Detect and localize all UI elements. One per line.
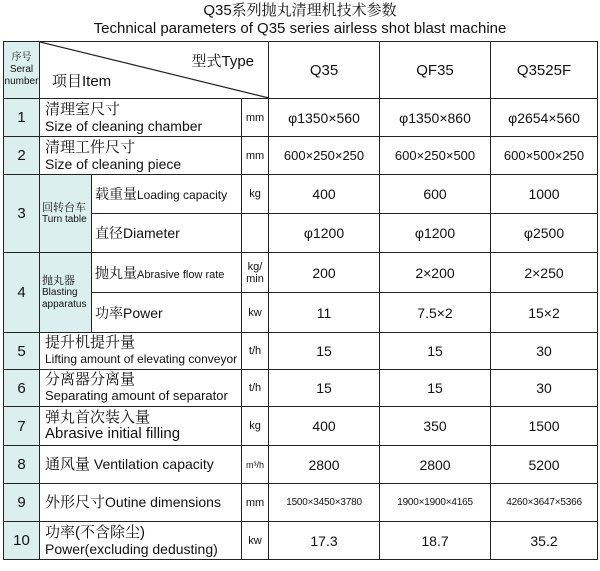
row-number: 4 [4,253,40,333]
value-qf35: 7.5×2 [380,293,491,333]
table-row [4,253,598,293]
subitem-cell [92,214,242,253]
unit-cell: kg [242,407,269,446]
value-q3525f: 1500 [491,407,598,446]
serial-header-en2: number [4,76,39,87]
table-row [4,293,598,333]
unit-line1: kg/ [247,260,263,273]
value-qf35: 2800 [380,446,491,484]
value-q3525f: 4260×3647×5366 [491,484,598,522]
value-q35: 17.3 [269,522,380,560]
group-cn: 抛丸器 [42,274,75,287]
table-row [4,175,598,214]
table-row [4,214,598,253]
table-row [4,370,598,407]
table-row [4,522,598,560]
item-cn: 通风量 [45,456,91,473]
unit-cell: kw [242,522,269,560]
value-q35: 15 [269,370,380,407]
serial-header-en1: Seral [9,64,34,75]
item-cell [40,484,242,522]
value-q3525f: 35.2 [491,522,598,560]
value-qf35: 350 [380,407,491,446]
row-number: 7 [4,407,40,446]
serial-header-cn: 序号 [11,52,32,63]
table-row [4,446,598,484]
item-cn: 清理工件尺寸 [45,138,136,156]
value-q35: 11 [269,293,380,333]
subitem-cell [92,175,242,214]
value-q3525f: 30 [491,333,598,370]
type-item-header [40,42,269,99]
row-number: 3 [4,175,40,253]
row-number: 1 [4,99,40,137]
value-q3525f: 2×250 [491,253,598,293]
subitem-en: Power [123,304,163,321]
item-en: Ventilation capacity [93,456,214,472]
unit-cell: mm [242,99,269,137]
item-en: Lifting amount of elevating conveyor [45,352,238,366]
unit-cell: mm [242,137,269,175]
item-cell [40,446,242,484]
table-row [4,407,598,446]
item-en: Separating amount of separator [45,388,228,403]
subitem-cn: 直径 [95,225,123,241]
table-row [4,484,598,522]
subitem-cn: 载重量 [95,186,137,202]
item-cn: 分离器分离量 [45,371,136,388]
value-qf35: 15 [380,333,491,370]
value-q35: φ1350×560 [269,99,380,137]
header-row [4,42,598,99]
value-qf35: 2×200 [380,253,491,293]
item-en: Size of cleaning chamber [45,117,203,134]
value-q3525f: 30 [491,370,598,407]
group-blasting-apparatus [40,253,92,333]
subitem-cell [92,293,242,333]
unit-cell [242,214,269,253]
item-label: 项目Item [52,73,112,90]
row-number: 5 [4,333,40,370]
item-cn: 清理室尺寸 [45,100,121,118]
unit-cell: kg [242,175,269,214]
item-cn: 功率(不含除尘) [45,523,145,541]
item-cell [40,407,242,446]
value-q35: 2800 [269,446,380,484]
subitem-en: Diameter [123,225,180,241]
item-cell [40,333,242,370]
unit-cell: m³/h [242,446,269,484]
title-chinese: Q35系列抛丸清理机技术参数 [203,2,397,19]
row-number: 10 [4,522,40,560]
unit-cell: mm [242,484,269,522]
value-q3525f: 1000 [491,175,598,214]
item-en: Abrasive initial filling [45,425,181,442]
value-q35: 15 [269,333,380,370]
item-cell [40,370,242,407]
group-cn: 回转台车 [42,201,86,214]
item-en: Power(excluding dedusting) [45,540,218,557]
item-cell [40,522,242,560]
value-qf35: 600×250×500 [380,137,491,175]
item-cn: 外形尺寸 [45,494,106,511]
value-qf35: 1900×1900×4165 [380,484,491,522]
group-turn-table [40,175,92,253]
item-cell [40,137,242,175]
value-q35: 200 [269,253,380,293]
value-qf35: φ1350×860 [380,99,491,137]
item-en: Outine dimensions [105,494,221,510]
subitem-cn: 抛丸量 [95,264,137,281]
value-qf35: φ1200 [380,214,491,253]
subitem-cell [92,253,242,293]
value-q35: 400 [269,175,380,214]
item-cn: 弹丸首次装入量 [45,409,151,426]
type-label: 型式Type [191,53,255,70]
model-q35: Q35 [269,42,380,99]
value-q3525f: 5200 [491,446,598,484]
group-en: Turn table [42,213,87,225]
item-en: Size of cleaning piece [45,155,182,172]
table-row [4,333,598,370]
table-row [4,137,598,175]
item-cn: 提升机提升量 [45,334,136,351]
serial-header [4,42,40,99]
value-q35: 400 [269,407,380,446]
value-q3525f: φ2654×560 [491,99,598,137]
value-qf35: 18.7 [380,522,491,560]
unit-cell: kw [242,293,269,333]
value-q35: 1500×3450×3780 [269,484,380,522]
value-qf35: 15 [380,370,491,407]
value-q35: φ1200 [269,214,380,253]
table-row [4,99,598,137]
value-q3525f: 600×500×250 [491,137,598,175]
model-qf35: QF35 [380,42,491,99]
unit-cell [242,253,269,293]
value-q3525f: 15×2 [491,293,598,333]
row-number: 8 [4,446,40,484]
unit-cell: t/h [242,370,269,407]
model-q3525f: Q3525F [491,42,598,99]
row-number: 9 [4,484,40,522]
item-cell [40,99,242,137]
row-number: 6 [4,370,40,407]
subitem-cn: 功率 [95,304,123,321]
subitem-en: Abrasive flow rate [137,268,225,281]
unit-cell: t/h [242,333,269,370]
row-number: 2 [4,137,40,175]
value-q35: 600×250×250 [269,137,380,175]
value-qf35: 600 [380,175,491,214]
title-english: Technical parameters of Q35 series airless shot blast machine [93,20,507,37]
value-q3525f: φ2500 [491,214,598,253]
group-en: Blasting apparatus [42,286,87,310]
spec-table [3,41,598,560]
subitem-en: Loading capacity [137,188,228,202]
unit-line2: min [246,272,264,285]
